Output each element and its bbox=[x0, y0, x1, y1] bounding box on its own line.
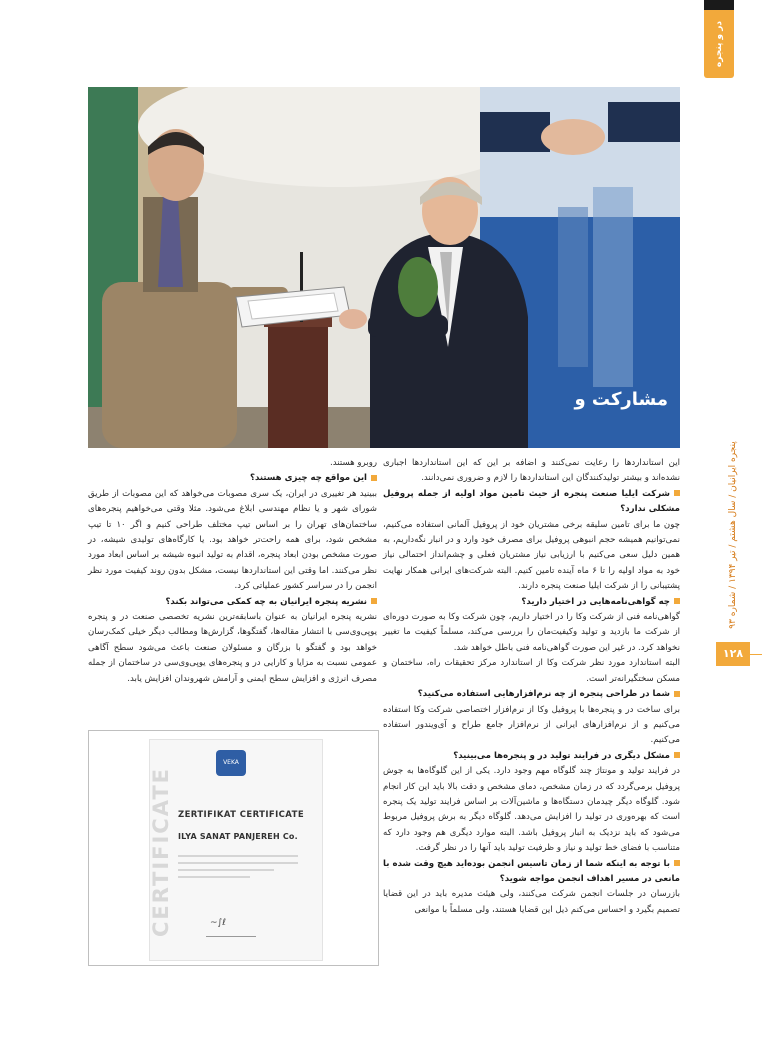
article-column-left bbox=[88, 456, 377, 687]
paragraph: البته استاندارد مورد نظر شرکت وکا از استاندارد مرکز تحقیقات راه، ساختمان و مسکن سختگیرانه‌تر است. bbox=[383, 658, 680, 684]
question-text: شرکت ایلیا صنعت پنجره از حیث تامین مواد اولیه از جمله پروفیل مشکلی ندارد؟ bbox=[383, 488, 680, 515]
question-text: چه گواهی‌نامه‌هایی در اختیار دارید؟ bbox=[521, 596, 670, 607]
paragraph: چون ما برای تامین سلیقه برخی مشتریان خود از پروفیل آلمانی استفاده می‌کنیم، نمی‌توانیم همیشه حجم انبوهی پروفیل برای مصرف خود وارد و در انبار نگه‌داریم، به همین دلیل سعی می‌کنیم با ارزیابی نیاز مشتریان فعلی و چشم‌انداز احتمالی نیاز خود به مواد اولیه را تا ۶ ماه آینده تامین کنیم. البته شرکت‌های ایرانی همکار نهایت پشتیبانی را از شرکت ایلیا صنعت پنجره دارند. bbox=[383, 519, 680, 592]
paragraph: روبرو هستند. bbox=[330, 458, 377, 468]
interview-question bbox=[383, 595, 680, 610]
certificate-company: ILYA SANAT PANJEREH Co. bbox=[178, 832, 298, 841]
page-number-rule bbox=[750, 654, 762, 655]
paragraph: برای ساخت در و پنجره‌ها با پروفیل وکا از نرم‌افزار اختصاصی شرکت وکا استفاده می‌کنیم و از نرم‌افزارهای ایرانی از نرم‌افزار جامع طراح و آی‌ویندور استفاده می‌کنیم. bbox=[383, 704, 680, 746]
certificate-watermark: CERTIFICATE bbox=[148, 767, 173, 937]
event-photo-illustration bbox=[88, 87, 680, 448]
running-header-text: پنجره ایرانیان / سال هشتم / تیر ۱۳۹۴ / شماره ۹۳ bbox=[728, 441, 738, 629]
paragraph: در فرایند تولید و مونتاژ چند گلوگاه مهم وجود دارد. یکی از این گلوگاه‌ها به جوش پروفیل برمی‌گردد که در زمان مشخص، دمای مشخص و دقت بالا باید این کار انجام شود. گلوگاه دیگر چیدمان دستگاه‌ها و ماشین‌آلات بر اساس فرایند تولید یک پنجره است که بهره‌وری در تولید را افزایش می‌دهد. گلوگاه دیگر به برش پروفیل مربوط می‌شود که باید نزدیک به انبار پروفیل باشد. البته موارد دیگری هم وجود دارد که متناسب با فضای خط تولید و نیاز و ظرفیت تولید باید آنها را در نظر گرفت. bbox=[383, 766, 680, 854]
question-text: این مواقع چه چیزی هستند؟ bbox=[249, 473, 367, 484]
bullet-icon bbox=[674, 860, 680, 866]
signature-icon: ~∫ℓ bbox=[210, 918, 226, 928]
bullet-icon bbox=[371, 598, 377, 604]
running-header bbox=[722, 420, 744, 650]
interview-question bbox=[383, 687, 680, 702]
veka-logo-icon: VEKA bbox=[216, 750, 246, 776]
bullet-icon bbox=[371, 475, 377, 481]
signature-line bbox=[206, 936, 256, 937]
page-number: ۱۲۸ bbox=[716, 642, 750, 666]
question-text: نشریه پنجره ایرانیان به چه کمکی می‌تواند بکند؟ bbox=[165, 596, 367, 607]
paragraph: بازرسان در جلسات انجمن شرکت می‌کنند، ولی هیئت مدیره باید در این قضایا تصمیم بگیرد و احساس می‌کنم ذیل این قضایا هستند، ولی مسلماً با موانعی bbox=[383, 889, 680, 915]
question-text: مشکل دیگری در فرایند تولید در و پنجره‌ها می‌بینید؟ bbox=[453, 750, 670, 761]
paragraph: ببینید هر تغییری در ایران، یک سری مصوبات می‌خواهد که این مصوبات از طریق شورای شهر و یا نظام مهندسی ابلاغ می‌شود. مثلا وقتی می‌خواهیم پنجره‌های ساختمان‌های تهران را بر اساس تیپ مختلف طراحی کنیم و اگر ۱۰ تا تیپ مشخص شود، برای همه راحت‌تر خواهد بود. یا کارگاه‌های تولیدی شیشه، در صورت مشخص بودن ابعاد پنجره، اقدام به تولید انبوه شیشه بر اساس ابعاد مورد نظر می‌کنند. اما وقتی این استانداردها نیست، مشکل بدون روند کیفیت مورد نظر انجمن را در سراسر کشور عملیاتی کرد. bbox=[88, 488, 377, 592]
bullet-icon bbox=[674, 691, 680, 697]
article-column-right bbox=[383, 456, 680, 918]
interview-question bbox=[383, 487, 680, 518]
certificate-body-lines bbox=[178, 855, 298, 883]
bullet-icon bbox=[674, 598, 680, 604]
certificate-image-frame bbox=[88, 730, 379, 966]
bullet-icon bbox=[674, 752, 680, 758]
question-text: با توجه به اینکه شما از زمان تاسیس انجمن بوده‌اید هیچ وقت شده با مانعی در مسیر اهداف انجمن مواجه شوید؟ bbox=[383, 858, 680, 884]
side-tab-cap bbox=[704, 0, 734, 10]
bullet-icon bbox=[674, 490, 680, 496]
paragraph: این استانداردها را رعایت نمی‌کنند و اضافه بر این که این استانداردها اجباری نشده‌اند و بیشتر تولیدکنندگان این استانداردها را لازم و ضروری نمی‌دانند. bbox=[383, 458, 680, 484]
interview-question bbox=[88, 471, 377, 486]
event-photo bbox=[88, 87, 680, 448]
certificate-document bbox=[149, 739, 323, 961]
section-tab bbox=[704, 10, 734, 78]
certificate-title: ZERTIFIKAT CERTIFICATE bbox=[178, 810, 305, 820]
paragraph: نشریه پنجره ایرانیان به عنوان باسابقه‌ترین نشریه تخصصی صنعت در و پنجره یوپی‌وی‌سی با انتشار مقاله‌ها، گفتگوها، گزارش‌ها ومطالب دیگر خیلی کمک‌رسان خواهد بود و گفتگو با بزرگان و مسئولان صنعت باعث می‌شود سطح آگاهی عمومی نسبت به مزایا و کارایی در و پنجره‌های یوپی‌وی‌سی در ساختمان از جمله مصرف انرژی و افزایش سطح ایمنی و آرامش شهروندان افزایش یابد. bbox=[88, 612, 377, 684]
question-text: شما در طراحی پنجره از چه نرم‌افزارهایی استفاده می‌کنید؟ bbox=[417, 689, 670, 700]
interview-question bbox=[383, 749, 680, 764]
interview-question bbox=[383, 857, 680, 888]
interview-question bbox=[88, 595, 377, 610]
section-tab-label: در و پنجره bbox=[714, 20, 724, 68]
banner-text: مشارکت و bbox=[574, 389, 668, 410]
paragraph: گواهی‌نامه فنی از شرکت وکا را در اختیار داریم، چون شرکت وکا به صورت دوره‌ای از شرکت ما بازدید و تولید وکیفیت‌مان را بررسی می‌کند، مسلماً کیفیت ما تغییر نخواهد کرد. در غیر این صورت گواهی‌نامه فنی باطل خواهد شد. bbox=[383, 612, 680, 653]
